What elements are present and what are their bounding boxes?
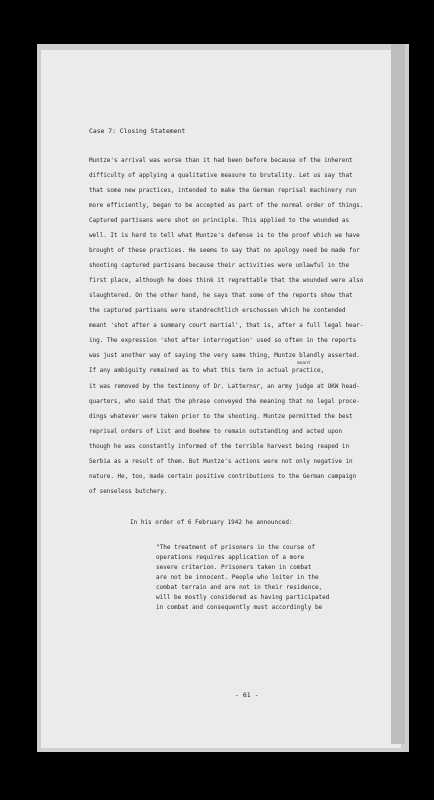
body-line: nature. He, too, made certain positive contributions to the German campaign <box>89 473 357 480</box>
quote-line: in combat and consequently must accordingly be <box>156 604 323 611</box>
body-line: reprisal orders of List and Boehme to remain outstanding and acted upon <box>89 428 342 435</box>
quote-line: will be mostly considered as having participated <box>156 594 330 601</box>
body-line: shooting captured partisans because their activities were unlawful in the <box>89 262 350 269</box>
body-line: was just another way of saying the very same thing, Muntze blandly asserted. <box>89 352 360 359</box>
page-edge <box>391 44 405 744</box>
body-line: Muntze's arrival was worse than it had been before because of the inherent <box>89 157 353 164</box>
body-line: difficulty of applying a qualitative measure to brutality. Let us say that <box>89 172 353 179</box>
page-number: - 61 - <box>235 691 259 699</box>
body-line: meant 'shot after a summary court martial', that is, after a full legal hear- <box>89 322 364 329</box>
body-line: brought of these practices. He seems to say that no apology need be made for <box>89 247 360 254</box>
body-line: though he was constantly informed of the terrible harvest being reaped in <box>89 443 350 450</box>
body-line: that some new practices, intended to make the German reprisal machinery run <box>89 187 357 194</box>
quote-line: combat terrain and are not in their residence, <box>156 584 323 591</box>
quote-intro: In his order of 6 February 1942 he announced: <box>130 519 293 526</box>
handwritten-insert: meant <box>297 361 311 366</box>
quote-line: operations requires application of a more <box>156 554 305 561</box>
quote-line: "The treatment of prisoners in the course of <box>156 544 315 551</box>
body-line: it was removed by the testimony of Dr. Latternsr, an army judge at OKW head- <box>89 383 360 390</box>
body-line: well. It is hard to tell what Muntze's defense is to the proof which we have <box>89 232 360 239</box>
body-line: ing. The expression 'shot after interrogation' used so often in the reports <box>89 337 357 344</box>
body-line: Captured partisans were shot on principle. This applied to the wounded as <box>89 217 350 224</box>
body-line: dings whatever were taken prior to the shooting. Muntze permitted the best <box>89 413 353 420</box>
body-line: If any ambiguity remained as to what this term in actual practice, <box>89 367 325 374</box>
quote-line: severe criterion. Prisoners taken in combat <box>156 564 312 571</box>
body-line: of senseless butchery. <box>89 488 168 495</box>
body-line: Serbia as a result of them. But Muntze's actions were not only negative in <box>89 458 353 465</box>
section-heading: Case 7: Closing Statement <box>89 127 186 135</box>
body-line: slaughtered. On the other hand, he says that some of the reports show that <box>89 292 353 299</box>
body-line: the captured partisans were standrechtlich erschossen which he contended <box>89 307 346 314</box>
body-line: first place, although he does think it regrettable that the wounded were also <box>89 277 364 284</box>
quote-line: are not be innocent. People who loiter in the <box>156 574 319 581</box>
body-line: quarters, who said that the phrase conveyed the meaning that no legal proce- <box>89 398 360 405</box>
body-line: more efficiently, began to be accepted as part of the normal order of things. <box>89 202 364 209</box>
